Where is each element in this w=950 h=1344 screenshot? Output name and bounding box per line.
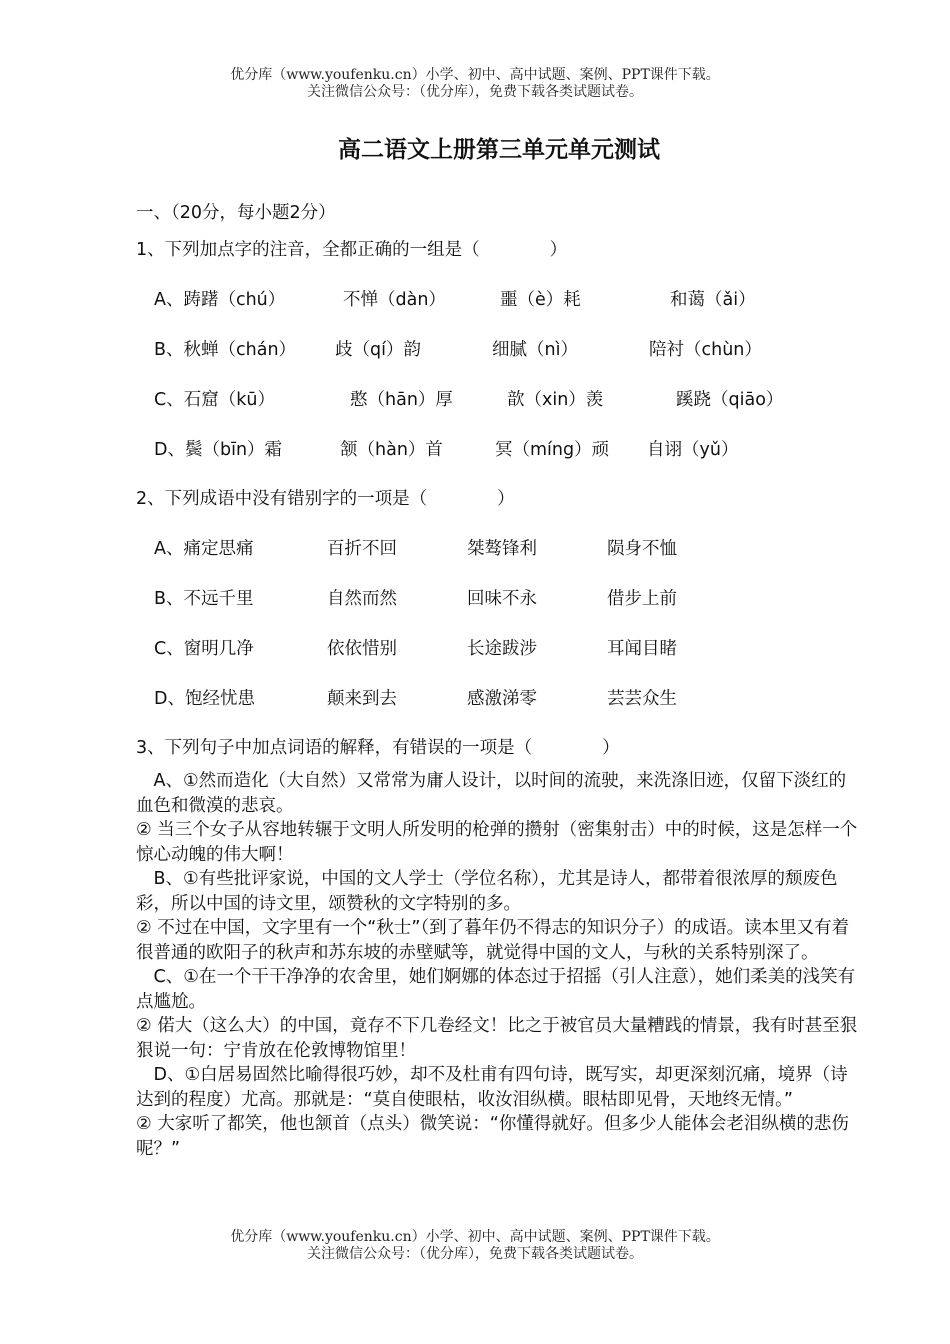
- q1-option-a-4: 和蔼（ǎi）: [670, 290, 756, 310]
- q3-option-c-2: ② 偌大（这么大）的中国，竟存不下几卷经文！比之于被官员大量糟践的情景，我有时甚至狠狠说一句：宁肯放在伦敦博物馆里！: [136, 1016, 858, 1061]
- q1-option-c-3: 歆（xin）羡: [507, 390, 604, 410]
- q2-option-c-3: 长途跋涉: [467, 639, 537, 659]
- q3-option-a-2: ② 当三个女子从容地转辗于文明人所发明的枪弹的攒射（密集射击）中的时候，这是怎样一个惊心动魄的伟大啊！: [136, 820, 858, 865]
- q2-option-b-4: 借步上前: [607, 589, 677, 609]
- q3-option-c-1: C、①在一个干干净净的农舍里，她们婀娜的体态过于招摇（引人注意），她们柔美的浅笑有点尴尬。: [136, 967, 856, 1012]
- section-heading: 一、（20分，每小题2分）: [136, 203, 336, 223]
- q3-option-d-1: D、①白居易固然比喻得很巧妙，却不及杜甫有四句诗，既写实，却更深刻沉痛，境界（诗达到的程度）尤高。那就是：“莫自使眼枯，收汝泪纵横。眼枯即见骨，天地终无情。”: [136, 1065, 848, 1110]
- q3-stem: 3、下列句子中加点词语的解释，有错误的一项是（ ）: [136, 738, 620, 758]
- q1-option-d-3: 冥（míng）顽: [495, 440, 610, 460]
- q1-option-b-2: 歧（qí）韵: [335, 340, 421, 360]
- q3-option-d-2: ② 大家听了都笑，他也颔首（点头）微笑说：“你懂得就好。但多少人能体会老泪纵横的悲伤呢？”: [136, 1114, 849, 1159]
- q2-option-c-2: 依依惜别: [327, 639, 397, 659]
- footer-line-1: 优分库（www.youfenku.cn）小学、初中、高中试题、案例、PPT课件下载。: [230, 1229, 720, 1245]
- header-line-2: 关注微信公众号：（优分库），免费下载各类试题试卷。: [307, 84, 643, 100]
- q2-option-c-1: C、窗明几净: [154, 639, 254, 659]
- q2-option-d-1: D、饱经忧患: [154, 689, 255, 709]
- q1-option-c-2: 憨（hān）厚: [350, 390, 453, 410]
- q1-option-b-3: 细腻（nì）: [492, 340, 578, 360]
- q2-option-a-2: 百折不回: [327, 539, 397, 559]
- q1-option-c-1: C、石窟（kū）: [154, 390, 275, 410]
- q3-option-a-1: A、①然而造化（大自然）又常常为庸人设计，以时间的流驶，来洗涤旧迹，仅留下淡红的血色和微漠的悲哀。: [136, 771, 847, 816]
- q2-option-b-2: 自然而然: [327, 589, 397, 609]
- q1-option-c-4: 蹊跷（qiāo）: [676, 390, 784, 410]
- header-line-1: 优分库（www.youfenku.cn）小学、初中、高中试题、案例、PPT课件下载。: [230, 67, 720, 83]
- q1-option-a-2: 不惮（dàn）: [343, 290, 446, 310]
- q2-option-b-3: 回味不永: [467, 589, 537, 609]
- footer-line-2: 关注微信公众号：（优分库），免费下载各类试题试卷。: [307, 1246, 643, 1262]
- q1-option-d-4: 自诩（yǔ）: [647, 440, 739, 460]
- q1-option-b-4: 陪衬（chùn）: [649, 340, 762, 360]
- q2-option-d-3: 感激涕零: [467, 689, 537, 709]
- q1-option-a-3: 噩（è）耗: [500, 290, 581, 310]
- page-header: [0, 67, 950, 101]
- q2-option-a-3: 桀骜锋利: [467, 539, 537, 559]
- q1-option-d-2: 颔（hàn）首: [340, 440, 443, 460]
- q2-option-c-4: 耳闻目睹: [607, 639, 677, 659]
- q3-options: [136, 769, 861, 1161]
- q1-stem: 1、下列加点字的注音，全都正确的一组是（ ）: [136, 240, 568, 260]
- q1-option-a-1: A、踌躇（chú）: [154, 290, 286, 310]
- page-footer: [0, 1229, 950, 1263]
- q2-option-a-4: 陨身不恤: [607, 539, 677, 559]
- q3-option-b-2: ② 不过在中国，文字里有一个“秋士”（到了暮年仍不得志的知识分子）的成语。读本里又有着很普通的欧阳子的秋声和苏东坡的赤壁赋等，就觉得中国的文人，与秋的关系特别深了。: [136, 918, 850, 963]
- q2-stem: 2、下列成语中没有错别字的一项是（ ）: [136, 489, 515, 509]
- q2-option-d-2: 颠来到去: [327, 689, 397, 709]
- q2-option-d-4: 芸芸众生: [607, 689, 677, 709]
- q1-option-b-1: B、秋蝉（chán）: [154, 340, 297, 360]
- q3-option-b-1: B、①有些批评家说，中国的文人学士（学位名称），尤其是诗人，都带着很浓厚的颓废色彩，所以中国的诗文里，颂赞秋的文字特别的多。: [136, 869, 838, 914]
- q1-option-d-1: D、鬓（bīn）霜: [154, 440, 283, 460]
- q2-option-a-1: A、痛定思痛: [154, 539, 254, 559]
- q2-option-b-1: B、不远千里: [154, 589, 254, 609]
- page-title: 高二语文上册第三单元单元测试: [338, 136, 660, 163]
